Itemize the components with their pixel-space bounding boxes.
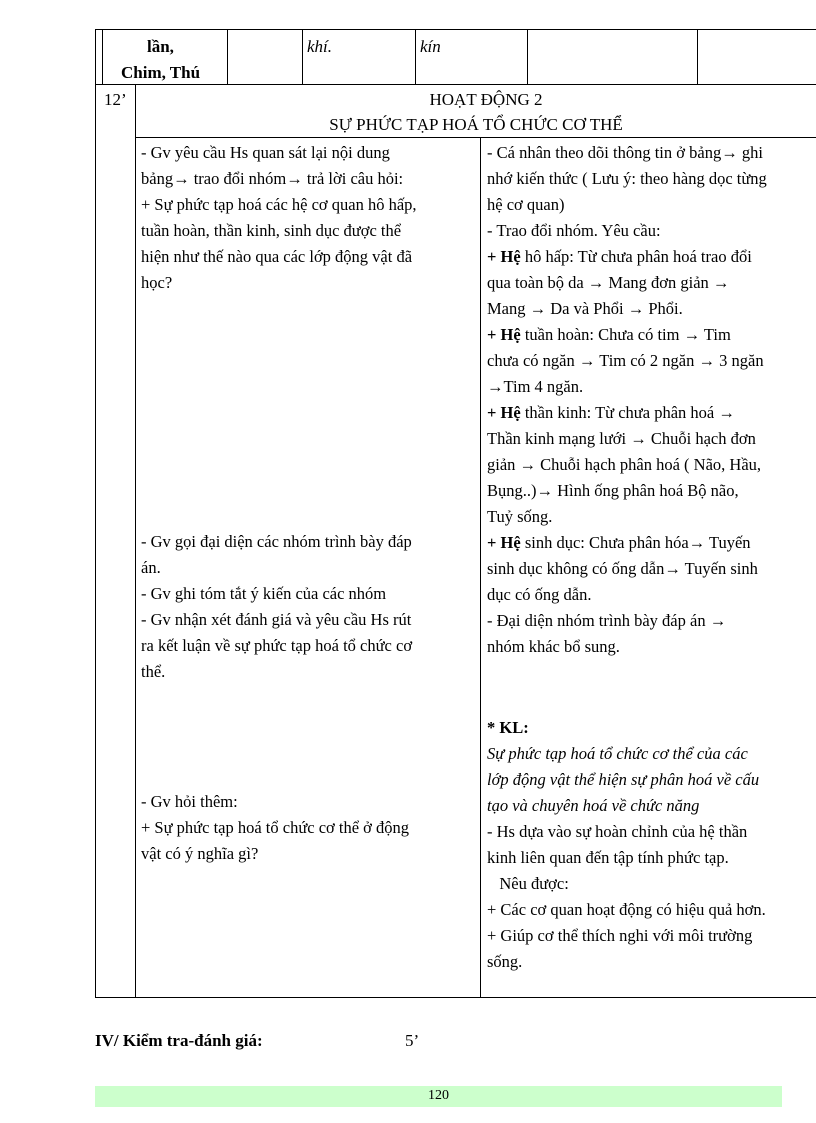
teacher-column-3 <box>141 789 476 867</box>
student-line: sống. <box>487 952 523 971</box>
system-circulatory <box>487 322 816 348</box>
section-title: IV/ Kiểm tra-đánh giá: <box>95 1031 263 1050</box>
student-line: - Trao đổi nhóm. Yêu cầu: <box>487 221 661 240</box>
student-line: - Đại diện nhóm trình bày đáp án → <box>487 611 727 630</box>
student-line: →Tim 4 ngăn. <box>487 377 584 396</box>
activity-heading-2: SỰ PHỨC TẠP HOÁ TỔ CHỨC CƠ THỂ <box>329 115 623 134</box>
top-cell-2: khí. <box>307 37 333 56</box>
student-line: Tuỷ sống. <box>487 507 553 526</box>
system-label: + Hệ <box>487 325 521 344</box>
section-time: 5’ <box>405 1031 420 1050</box>
top-col-divider-1 <box>227 29 228 85</box>
system-label: + Hệ <box>487 403 521 422</box>
system-respiratory <box>487 244 816 270</box>
conclusion-line: tạo và chuyên hoá về chức năng <box>487 796 700 815</box>
student-line: sinh dục không có ống dẫn→ Tuyến sinh <box>487 559 758 578</box>
teacher-line: - Gv yêu cầu Hs quan sát lại nội dung <box>141 143 390 162</box>
teacher-line: + Sự phức tạp hoá tổ chức cơ thể ở động <box>141 818 410 837</box>
top-cell-1-line-2: Chim, Thú <box>121 63 201 82</box>
student-line: dục có ống dẫn. <box>487 585 592 604</box>
student-line: nhớ kiến thức ( Lưu ý: theo hàng dọc từng <box>487 169 767 188</box>
student-line: Nêu được: <box>487 874 569 893</box>
teacher-line: - Gv hỏi thêm: <box>141 792 238 811</box>
time-col-divider <box>135 84 136 997</box>
teacher-line: ra kết luận về sự phức tạp hoá tổ chức cơ <box>141 636 413 655</box>
student-line: - Cá nhân theo dõi thông tin ở bảng→ ghi <box>487 143 763 162</box>
teacher-line: hiện như thế nào qua các lớp động vật đã <box>141 247 413 266</box>
student-line: Thần kinh mạng lưới → Chuỗi hạch đơn <box>487 429 756 448</box>
activity-time: 12’ <box>104 90 127 109</box>
table-top-border <box>95 29 816 30</box>
system-label: + Hệ <box>487 247 521 266</box>
student-line: chưa có ngăn → Tim có 2 ngăn → 3 ngăn <box>487 351 764 370</box>
teacher-line: bảng→ trao đổi nhóm→ trả lời câu hỏi: <box>141 169 404 188</box>
top-col-divider-3 <box>415 29 416 85</box>
student-line: hệ cơ quan) <box>487 195 565 214</box>
top-col-divider-2 <box>302 29 303 85</box>
top-cell-1-line-1: lần, <box>147 37 174 56</box>
teacher-line: + Sự phức tạp hoá các hệ cơ quan hô hấp, <box>141 195 417 214</box>
student-line: giản → Chuỗi hạch phân hoá ( Não, Hầu, <box>487 455 762 474</box>
conclusion-line: Sự phức tạp hoá tổ chức cơ thể của các <box>487 744 748 763</box>
table-bottom-border <box>95 997 816 998</box>
system-nervous <box>487 400 816 426</box>
teacher-line: án. <box>141 558 161 577</box>
table-left-inner-border <box>102 29 103 85</box>
row-divider <box>95 84 816 85</box>
student-line: qua toàn bộ da → Mang đơn giản → <box>487 273 730 292</box>
system-reproductive <box>487 530 816 556</box>
system-text: hô hấp: Từ chưa phân hoá trao đổi <box>520 247 752 266</box>
content-col-divider <box>480 137 481 997</box>
student-column <box>487 140 816 660</box>
top-col-divider-4 <box>527 29 528 85</box>
teacher-line: - Gv nhận xét đánh giá và yêu cầu Hs rút <box>141 610 412 629</box>
page-number: 120 <box>428 1088 449 1103</box>
top-cell-3: kín <box>420 37 441 56</box>
teacher-line: thể. <box>141 662 166 681</box>
system-label: + Hệ <box>487 533 521 552</box>
teacher-line: - Gv gọi đại diện các nhóm trình bày đáp <box>141 532 412 551</box>
teacher-column-2 <box>141 529 476 685</box>
teacher-column <box>141 140 476 296</box>
student-line: - Hs dựa vào sự hoàn chỉnh của hệ thần <box>487 822 748 841</box>
table-left-border <box>95 29 96 997</box>
system-text: sinh dục: Chưa phân hóa→ Tuyến <box>520 533 751 552</box>
conclusion-block <box>487 715 816 975</box>
conclusion-label: * KL: <box>487 718 529 737</box>
page-footer <box>95 1086 782 1107</box>
student-line: kinh liên quan đến tập tính phức tạp. <box>487 848 729 867</box>
student-line: + Các cơ quan hoạt động có hiệu quả hơn. <box>487 900 766 919</box>
teacher-line: tuần hoàn, thần kinh, sinh dục được thể <box>141 221 402 240</box>
student-line: Bụng..)→ Hình ống phân hoá Bộ não, <box>487 481 739 500</box>
activity-heading-1: HOẠT ĐỘNG 2 <box>429 90 543 109</box>
student-line: nhóm khác bổ sung. <box>487 637 620 656</box>
student-line: + Giúp cơ thể thích nghi với môi trường <box>487 926 753 945</box>
teacher-line: học? <box>141 273 173 292</box>
top-col-divider-5 <box>697 29 698 85</box>
teacher-line: vật có ý nghĩa gì? <box>141 844 259 863</box>
student-line: Mang → Da và Phổi → Phổi. <box>487 299 683 318</box>
conclusion-line: lớp động vật thể hiện sự phân hoá về cấu <box>487 770 760 789</box>
system-text: thần kinh: Từ chưa phân hoá → <box>520 403 735 422</box>
teacher-line: - Gv ghi tóm tắt ý kiến của các nhóm <box>141 584 387 603</box>
system-text: tuần hoàn: Chưa có tim → Tim <box>520 325 731 344</box>
